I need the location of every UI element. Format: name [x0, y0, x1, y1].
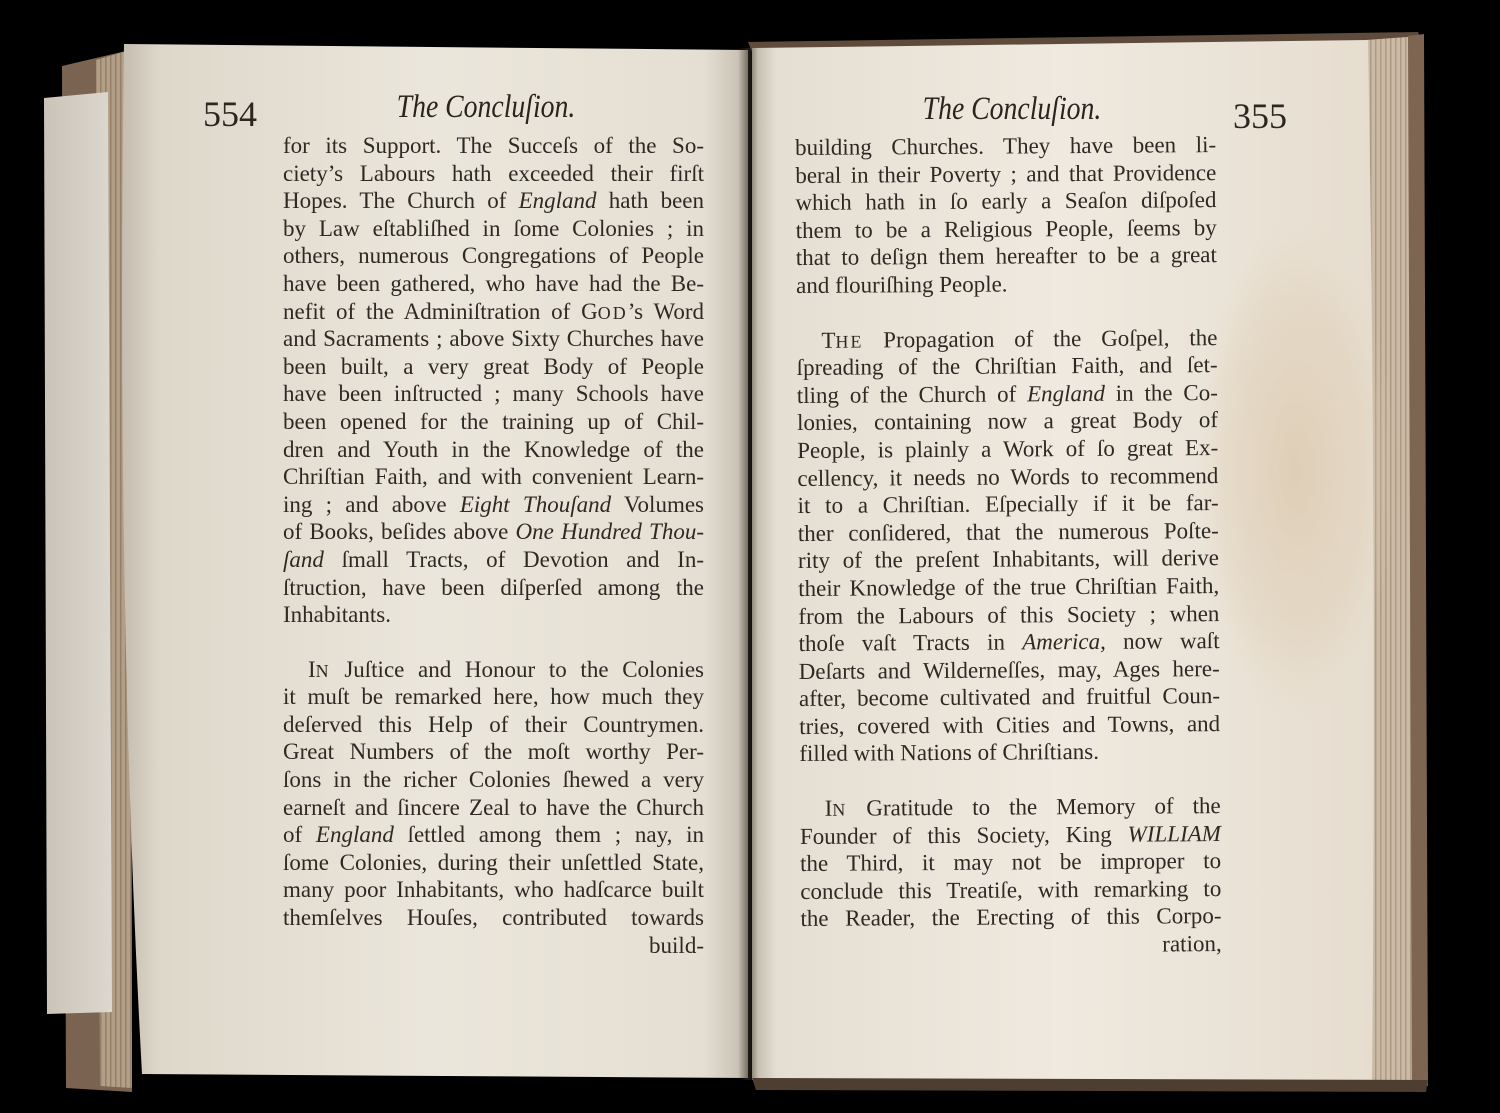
- text-run: of: [283, 822, 316, 848]
- text-line: them to be a Religious People, ſeems by: [795, 214, 1217, 243]
- italic-text-run: England: [518, 188, 597, 214]
- text-line: Inhabitants.: [283, 602, 391, 628]
- text-line: [798, 627, 1219, 658]
- text-line: been built, a very great Body of People: [283, 353, 704, 379]
- italic-text-run: ſand: [283, 546, 324, 572]
- text-run: Hopes. The Church of: [283, 188, 519, 214]
- text-line: [797, 379, 1218, 410]
- text-line: conclude this Treatiſe, with remarking to: [800, 875, 1222, 904]
- text-line: dren and Youth in the Knowledge of the: [283, 436, 704, 462]
- text-line: cellency, it needs no Words to recommend: [797, 462, 1219, 491]
- small-caps-text-run: OD: [597, 302, 628, 323]
- text-line: [796, 324, 1217, 355]
- text-line: and Sacraments ; above Sixty Churches have: [283, 326, 704, 352]
- text-line: it muſt be remarked here, how much they: [283, 684, 704, 710]
- page-number: 355: [1233, 96, 1287, 136]
- text-run: hath been: [596, 188, 704, 214]
- text-line: building Churches. They have been li-: [795, 132, 1217, 160]
- page-number: 554: [203, 94, 257, 134]
- text-run: ing ; and above: [283, 491, 460, 517]
- text-line: from the Labours of this Society ; when: [798, 600, 1220, 629]
- page-body-text: [795, 131, 1222, 961]
- text-run: nefit of the Adminiſtration of G: [283, 298, 598, 324]
- italic-text-run: England: [1026, 380, 1106, 407]
- italic-text-run: Eight Thouſand: [459, 491, 612, 517]
- text-run: Juſtice and Honour to the Colonies: [330, 656, 704, 682]
- text-line: after, become cultivated and fruitful Coun-: [798, 683, 1221, 712]
- text-line: filled with Nations of Chriſtians.: [799, 739, 1100, 767]
- text-run: Founder of this Society, King: [799, 821, 1128, 849]
- text-run: in the Co-: [1104, 379, 1218, 406]
- text-line: the Third, it may not be improper to: [800, 848, 1222, 877]
- paragraph: [796, 324, 1220, 768]
- catchword: build-: [649, 932, 704, 958]
- text-line: deſerved this Help of their Countrymen.: [283, 711, 704, 737]
- paragraph: [795, 131, 1217, 299]
- text-run: ’s Word: [627, 298, 704, 324]
- text-line: lonies, containing now a great Body of: [796, 407, 1219, 436]
- text-line: Deſarts and Wilderneſſes, may, Ages here-: [798, 655, 1220, 684]
- text-line: themſelves Houſes, contributed towards: [283, 905, 704, 931]
- text-line: others, numerous Congregations of People: [283, 243, 704, 269]
- text-line: ſome Colonies, during their unſettled State,: [283, 849, 704, 875]
- text-run: tling of the Church of: [796, 381, 1028, 408]
- text-line: for its Support. The Succeſs of the So-: [283, 133, 704, 158]
- text-line: that to deſign them hereafter to be a great: [795, 242, 1217, 271]
- running-head: The Concluſion.: [396, 89, 576, 125]
- italic-text-run: One Hundred Thou-: [515, 519, 705, 545]
- text-line: [800, 820, 1221, 851]
- text-line: ciety’s Labours hath exceeded their firſt: [283, 160, 704, 186]
- text-line: have been inſtructed ; many Schools have: [283, 381, 704, 407]
- text-line: have been gathered, who have had the Be-: [283, 270, 704, 296]
- text-line: tries, covered with Cities and Towns, and: [799, 710, 1221, 739]
- italic-text-run: WILLIAM: [1127, 820, 1221, 847]
- text-line: it to a Chriſtian. Eſpecially if it be far-: [797, 490, 1219, 519]
- text-line: ther conſidered, that the numerous Poſte-: [797, 517, 1219, 546]
- catchword: ration,: [1162, 931, 1222, 957]
- text-line: ſtruction, have been diſperſed among the: [283, 574, 704, 600]
- text-line: Great Numbers of the moſt worthy Per-: [283, 739, 704, 765]
- text-run: Propagation of the Goſpel, the: [863, 324, 1218, 353]
- text-run: thoſe vaſt Tracts in: [798, 629, 1023, 657]
- text-run: ſettled among them ; nay, in: [393, 822, 704, 848]
- text-line: ſpreading of the Chriſtian Faith, and ſet-: [796, 352, 1218, 381]
- text-run: I: [308, 656, 316, 682]
- text-run: T: [821, 327, 836, 353]
- text-line: People, is plainly a Work of ſo great Ex-: [797, 434, 1219, 463]
- text-line: beral in their Poverty ; and that Providence: [795, 159, 1217, 188]
- small-caps-text-run: N: [832, 799, 848, 820]
- small-caps-text-run: N: [315, 660, 331, 681]
- text-run: now waſt: [1105, 628, 1220, 654]
- text-line: the Reader, the Erecting of this Corpo-: [800, 903, 1222, 932]
- text-run: of Books, beſides above: [283, 519, 516, 545]
- text-line: been opened for the training up of Chil-: [283, 408, 704, 434]
- paragraph: [800, 792, 1222, 933]
- text-line: ſons in the richer Colonies ſhewed a very: [283, 767, 704, 793]
- text-line: which hath in ſo early a Seaſon diſpoſed: [795, 187, 1217, 216]
- text-run: Volumes: [611, 491, 704, 517]
- text-run: I: [824, 795, 833, 821]
- running-head: The Concluſion.: [922, 91, 1102, 127]
- text-line: earneſt and ſincere Zeal to have the Church: [283, 794, 704, 820]
- italic-text-run: America,: [1022, 628, 1106, 655]
- text-line: many poor Inhabitants, who hadſcarce built: [283, 877, 704, 903]
- small-caps-text-run: HE: [835, 331, 864, 352]
- text-line: Chriſtian Faith, and with convenient Learn-: [283, 464, 704, 490]
- text-line: rity of the preſent Inhabitants, will derive: [797, 545, 1220, 574]
- text-line: [800, 792, 1221, 823]
- text-line: by Law eſtabliſhed in ſome Colonies ; in: [283, 215, 704, 241]
- text-line: and flouriſhing People.: [795, 271, 1008, 298]
- text-line: their Knowledge of the true Chriſtian Faith,: [798, 572, 1220, 601]
- text-run: Gratitude to the Memory of the: [847, 793, 1221, 821]
- italic-text-run: England: [315, 822, 394, 848]
- text-run: ſmall Tracts, of Devotion and In-: [323, 546, 704, 572]
